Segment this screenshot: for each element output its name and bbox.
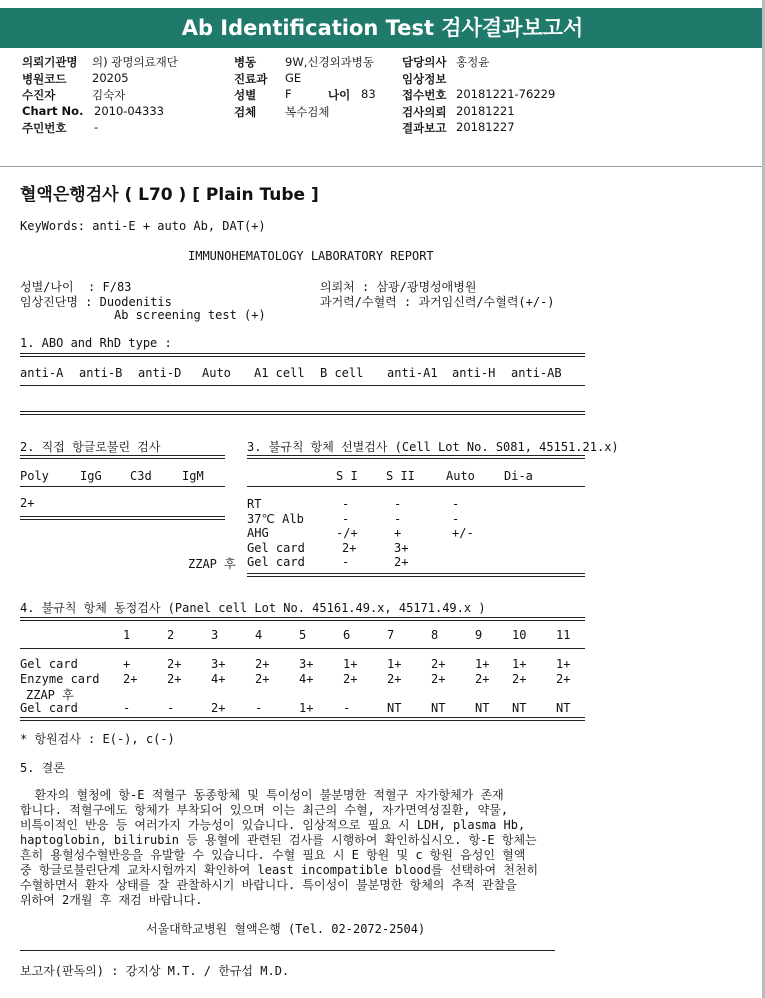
screening-rt-sii: - [394,497,402,511]
dept-label: 진료과 [234,71,268,86]
screening-rule-bottom [247,573,585,577]
panel-row-label: Gel card [20,657,78,671]
panel-cell-4: 4 [255,628,263,642]
ward-label: 병동 [234,55,257,69]
panel-row-label: Enzyme card [20,672,100,686]
panel-value: 1+ [343,657,358,671]
specimen-label: 검체 [234,104,257,119]
abo-col-a1-cell: A1 cell [254,366,305,380]
screening-row-rt-label: RT [247,497,262,511]
panel-cell-2: 2 [167,628,175,642]
conclusion-line: haptoglobin, bilirubin 등 용혈에 관련된 검사를 시행하여 확인하십시오. 항-E 항체는 [20,833,537,847]
conclusion-line: 흔히 용혈성수혈반응을 유발할 수 있습니다. 수혈 필요 시 E 항원 및 c 항원 음성인 혈액 [20,848,526,862]
panel-value: 2+ [167,672,182,686]
abo-col-anti-a: anti-A [20,366,64,380]
dat-col-c3d: C3d [130,469,152,483]
patient-label: 수진자 [22,88,56,102]
dat-col-poly: Poly [20,469,49,483]
reporter-line: 보고자(판독의) : 강지상 M.T. / 한규섭 M.D. [20,964,290,978]
panel-value: NT [512,701,527,715]
request-label: 검사의뢰 [402,104,447,119]
abo-col-anti-d: anti-D [138,366,182,380]
panel-value: - [343,701,351,715]
panel-cell-8: 8 [431,628,439,642]
panel-rule-bottom [20,717,585,721]
inst-value: 의) 광명의료재단 [92,55,178,69]
sex-value: F [285,87,292,101]
panel-value: 2+ [255,672,270,686]
panel-value: 2+ [512,672,527,686]
panel-cell-6: 6 [343,628,351,642]
panel-value: 2+ [255,657,270,671]
age-label: 나이 [328,88,351,102]
screening-col-auto: Auto [446,469,475,483]
screening-gel-sii: 3+ [394,541,409,555]
request-value: 20181221 [456,103,515,118]
panel-cell-10: 10 [512,628,527,642]
abo-col-anti-b: anti-B [79,366,123,380]
screening-alb-sii: - [394,512,402,526]
abo-rule-top [20,353,585,357]
panel-value: 2+ [475,672,490,686]
screening-gel-si: 2+ [342,541,357,555]
abo-col-b-cell: B cell [320,366,364,380]
screening-rt-auto: - [452,497,460,511]
abo-col-anti-h: anti-H [452,366,496,380]
panel-cell-7: 7 [387,628,395,642]
abo-rule-mid [20,385,585,386]
specimen-value: 복수검체 [285,104,330,119]
screening-row-zzap-gel-label: Gel card [247,555,305,569]
dat-heading: 2. 직접 항글로불린 검사 [20,440,161,454]
dat-rule-bottom [20,516,225,520]
conclusion-heading: 5. 결론 [20,761,65,775]
report-banner-title: Ab Identification Test 검사결과보고서 [0,8,765,48]
keywords-line: KeyWords: anti-E + auto Ab, DAT(+) [20,219,266,233]
panel-value: NT [431,701,446,715]
panel-zzap-label: ZZAP 후 [26,688,74,702]
panel-value: 1+ [512,657,527,671]
panel-cell-5: 5 [299,628,307,642]
screening-rule-top [247,455,585,459]
screening-ahg-si: -/+ [336,526,358,540]
screening-rule-mid [247,486,585,487]
chart-label: Chart No. [22,103,84,118]
panel-value: 2+ [167,657,182,671]
screening-rt-si: - [342,497,350,511]
panel-value: 2+ [431,672,446,686]
panel-row-label: Gel card [20,701,78,715]
panel-value: 1+ [299,701,314,715]
panel-value: 4+ [299,672,314,686]
age-value: 83 [361,87,376,101]
screening-row-ahg-label: AHG [247,526,269,540]
abo-heading: 1. ABO and RhD type : [20,336,172,350]
inst-label: 의뢰기관명 [22,55,78,69]
panel-value: NT [556,701,571,715]
screening-zzap-gel-sii: 2+ [394,555,409,569]
dat-col-igm: IgM [182,469,204,483]
panel-heading: 4. 불규칙 항체 동정검사 (Panel cell Lot No. 45161.49.x, 45171.49.x ) [20,601,486,615]
dat-rule-mid [20,486,225,487]
panel-value: 1+ [556,657,571,671]
code-value: 20205 [92,70,129,85]
dat-col-igg: IgG [80,469,102,483]
panel-value: 1+ [475,657,490,671]
panel-value: 1+ [387,657,402,671]
blood-bank-signature: 서울대학교병원 혈액은행 (Tel. 02-2072-2504) [146,922,426,936]
conclusion-line: 환자의 혈청에 항-E 적혈구 동종항체 및 특이성이 불분명한 적혈구 자가항체가 존재 [20,788,504,802]
conclusion-line: 위하여 2개월 후 재검 바랍니다. [20,893,203,907]
panel-value: 4+ [211,672,226,686]
rrn-label: 주민번호 [22,121,67,135]
screening-col-sii: S II [386,469,415,483]
abo-col-auto: Auto [202,366,231,380]
rrn-value: - [94,120,99,134]
screening-heading: 3. 불규칙 항체 선별검사 (Cell Lot No. S081, 45151.21.x) [247,440,619,454]
footer-rule [20,950,555,951]
conclusion-line: 합니다. 적혈구에도 항체가 부착되어 있으며 이는 최근의 수혈, 자가면역성질환, 약물, [20,803,509,817]
abo-rule-bottom [20,411,585,415]
panel-value: 2+ [211,701,226,715]
info-history: 과거력/수혈력 : 과거임신력/수혈력(+/-) [320,295,555,309]
panel-cell-1: 1 [123,628,131,642]
panel-value: NT [475,701,490,715]
dat-poly-value: 2+ [20,496,35,510]
clinical-label: 임상정보 [402,71,447,86]
screening-row-alb-label: 37℃ Alb [247,512,304,526]
receipt-label: 접수번호 [402,88,447,102]
panel-value: 2+ [431,657,446,671]
panel-value: 2+ [387,672,402,686]
antigen-test-line: * 항원검사 : E(-), c(-) [20,732,175,746]
info-sex-age: 성별/나이 : F/83 [20,280,132,294]
sex-label: 성별 [234,88,257,102]
panel-value: + [123,657,131,671]
panel-cell-3: 3 [211,628,219,642]
patient-value: 김숙자 [92,88,126,102]
abo-col-anti-a1: anti-A1 [387,366,438,380]
panel-value: 2+ [556,672,571,686]
panel-rule-top [20,617,585,621]
screening-col-si: S I [336,469,358,483]
doctor-value: 홍정윤 [456,55,490,69]
screening-ahg-auto: +/- [452,526,474,540]
code-label: 병원코드 [22,71,67,86]
panel-value: - [167,701,175,715]
panel-value: - [123,701,131,715]
report-date-label: 결과보고 [402,121,447,135]
info-requester: 의뢰처 : 삼광/광명성애병원 [320,280,477,294]
screening-col-dia: Di-a [504,469,533,483]
report-title: 혈액은행검사 ( L70 ) [ Plain Tube ] [20,185,319,205]
panel-value: 3+ [211,657,226,671]
chart-value: 2010-04333 [94,103,164,118]
ward-value: 9W,신경외과병동 [285,55,374,69]
conclusion-line: 비특이적인 반응 등 여러가지 가능성이 있습니다. 임상적으로 필요 시 LDH, plasma Hb, [20,818,526,832]
dept-value: GE [285,70,302,85]
panel-value: NT [387,701,402,715]
conclusion-line: 중 항글로불린단계 교차시험까지 확인하여 least incompatible blood를 선택하여 천천히 [20,863,539,877]
header-info [22,54,762,137]
panel-cell-9: 9 [475,628,483,642]
lab-report-title: IMMUNOHEMATOLOGY LABORATORY REPORT [188,249,434,263]
dat-rule-top [20,455,225,459]
panel-value: 2+ [343,672,358,686]
panel-value: 3+ [299,657,314,671]
panel-value: 2+ [123,672,138,686]
screening-zzap-gel-si: - [342,555,350,569]
conclusion-line: 수혈하면서 환자 상태를 잘 관찰하시기 바랍니다. 특이성이 불분명한 항체의 추적 관찰을 [20,878,517,892]
panel-rule-mid [20,648,585,649]
info-diagnosis: 임상진단명 : Duodenitis [20,295,172,309]
screening-alb-si: - [342,512,350,526]
screening-ahg-sii: + [394,526,402,540]
info-screen: Ab screening test (+) [114,308,266,322]
screening-zzap-label: ZZAP 후 [188,557,236,571]
panel-cell-11: 11 [556,628,571,642]
abo-col-anti-ab: anti-AB [511,366,562,380]
panel-value: - [255,701,263,715]
doctor-label: 담당의사 [402,55,447,69]
receipt-value: 20181221-76229 [456,87,556,101]
header-separator [0,166,765,167]
screening-row-gel-label: Gel card [247,541,305,555]
report-date-value: 20181227 [456,120,515,134]
screening-alb-auto: - [452,512,460,526]
